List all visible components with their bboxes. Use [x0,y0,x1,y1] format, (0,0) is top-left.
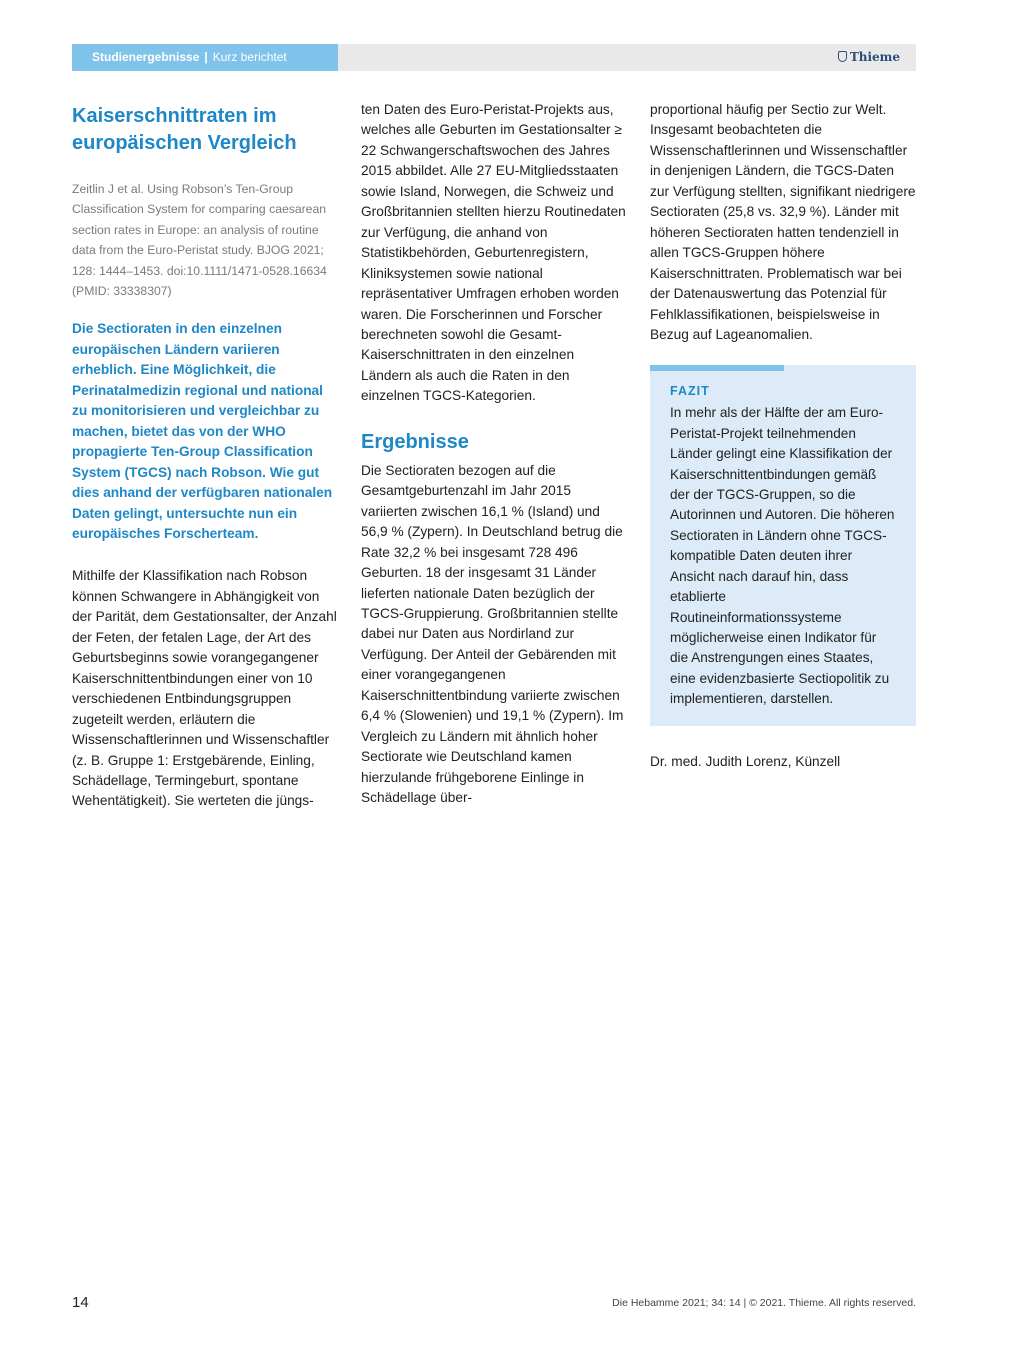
thieme-emblem-icon [838,51,847,62]
article-lead: Die Sectioraten in den einzelnen europäischen Ländern variieren erheblich. Eine Möglichkeit, die Perinatalmedizin regional und national zu monitorisieren und vergleichbar zu machen, bietet das von der WHO propagierte Ten-Group Classification System (TGCS) nach Robson. Wie gut dies anhand der verfügbaren nationalen Daten gelingt, untersuchte nun ein europäisches Forscherteam. [72,321,333,541]
article-title: Kaiserschnittraten im europäischen Vergleich [72,105,297,154]
results-heading: Ergebnisse [361,430,469,453]
fazit-text: In mehr als der Hälfte der am Euro-Peristat-Projekt teilnehmenden Länder gelingt eine Klassifikation der Kaiserschnittentbindungen gemäß der der TGCS-Gruppen, so die Autorinnen und Autoren. Die höheren Sectioraten in Ländern ohne TGCS-kompatible Daten deuten ihrer Ansicht nach darauf hin, dass etablierte Routineinformationssysteme möglicherweise einen Indikator für die Anstrengungen eines Staates, eine evidenzbasierte Sectiopolitik zu implementieren, darstellen. [670,405,895,707]
subsection-label: Kurz berichtet [212,50,287,64]
body-text-col2: ten Daten des Euro-Peristat-Projekts aus, welches alle Geburten im Gestationsalter ≥ 22 Schwangerschaftswochen des Jahres 2015 abbildet. Alle 27 EU-Mitgliedsstaaten sowie Island, Norwegen, die Schweiz und Großbritannien stellten hierzu Routinedaten zur Verfügung, die anhand von Statistikbehörden, Geburtenregistern, Kliniksystemen sowie national repräsentativer Umfragen erhoben worden waren. Die Forscherinnen und Forscher berechneten sowohl die Gesamt-Kaiserschnittraten in den einzelnen Ländern als auch die Raten in den einzelnen TGCS-Kategorien. [361,102,626,404]
article-reference: Zeitlin J et al. Using Robson’s Ten-Group Classification System for comparing caesarean section rates in Europe: an analysis of routine data from the Euro-Peristat study. BJOG 2021; 128: 1444–1453. doi:10.1111/1471-0528.16634 (PMID: 33338307) [72,182,327,299]
column-right [650,100,916,772]
body-text-col3: proportional häufig per Sectio zur Welt. Insgesamt beobachteten die Wissenschaftlerinnen und Wissenschaftler in denjenigen Ländern, die TGCS-Daten zur Verfügung stellten, signifikant niedrigere Sectioraten (25,8 vs. 32,9 %). Länder mit höheren Sectioraten hatten tendenziell in allen TGCS-Gruppen höhere Kaiserschnittraten. Problematisch war bei der Datenauswertung das Potenzial für Fehlklassifikationen, beispielsweise in Bezug auf Lageanomalien. [650,102,916,342]
fazit-accent-bar [650,365,784,371]
fazit-title: FAZIT [670,384,710,399]
page-number: 14 [72,1294,89,1311]
publisher-logo [838,44,900,71]
logo-text: Thieme [849,50,900,64]
section-tab [72,44,338,71]
fazit-box [650,365,916,725]
author-line: Dr. med. Judith Lorenz, Künzell [650,753,841,769]
header-bar [72,44,916,71]
column-left [72,100,338,812]
column-middle [361,100,627,809]
section-separator: | [204,50,208,64]
results-text: Die Sectioraten bezogen auf die Gesamtgeburtenzahl im Jahr 2015 variierten zwischen 16,1 % (Island) und 56,9 % (Zypern). In Deutschland betrug die Rate 32,2 % bei insgesamt 728 496 Geburten. 18 der insgesamt 31 Länder lieferten nationale Daten bezüglich der TGCS-Gruppierung. Großbritannien stellte dabei nur Daten aus Nordirland zur Verfügung. Der Anteil der Gebärenden mit einer vorangegangenen Kaiserschnittentbindung variierte zwischen 6,4 % (Slowenien) und 19,1 % (Zypern). Im Vergleich zu Ländern mit ähnlich hoher Sectiorate wie Deutschland kamen hierzulande frühgeborene Einlinge in Schädellage über- [361,462,624,806]
footer-citation: Die Hebamme 2021; 34: 14 | © 2021. Thieme. All rights reserved. [612,1297,916,1309]
body-text-col1: Mithilfe der Klassifikation nach Robson können Schwangere in Abhängigkeit von der Parität, dem Gestationsalter, der Anzahl der Feten, der fetalen Lage, der Art des Geburtsbeginns sowie vorangegangener Kaiserschnittentbindungen einer von 10 verschiedenen Entbindungsgruppen zugeteilt werden, erläutern die Wissenschaftlerinnen und Wissenschaftler (z. B. Gruppe 1: Erstgebärende, Einling, Schädellage, Termingeburt, spontane Wehentätigkeit). Sie werteten die jüngs- [72,568,337,809]
section-label: Studienergebnisse [92,50,200,64]
